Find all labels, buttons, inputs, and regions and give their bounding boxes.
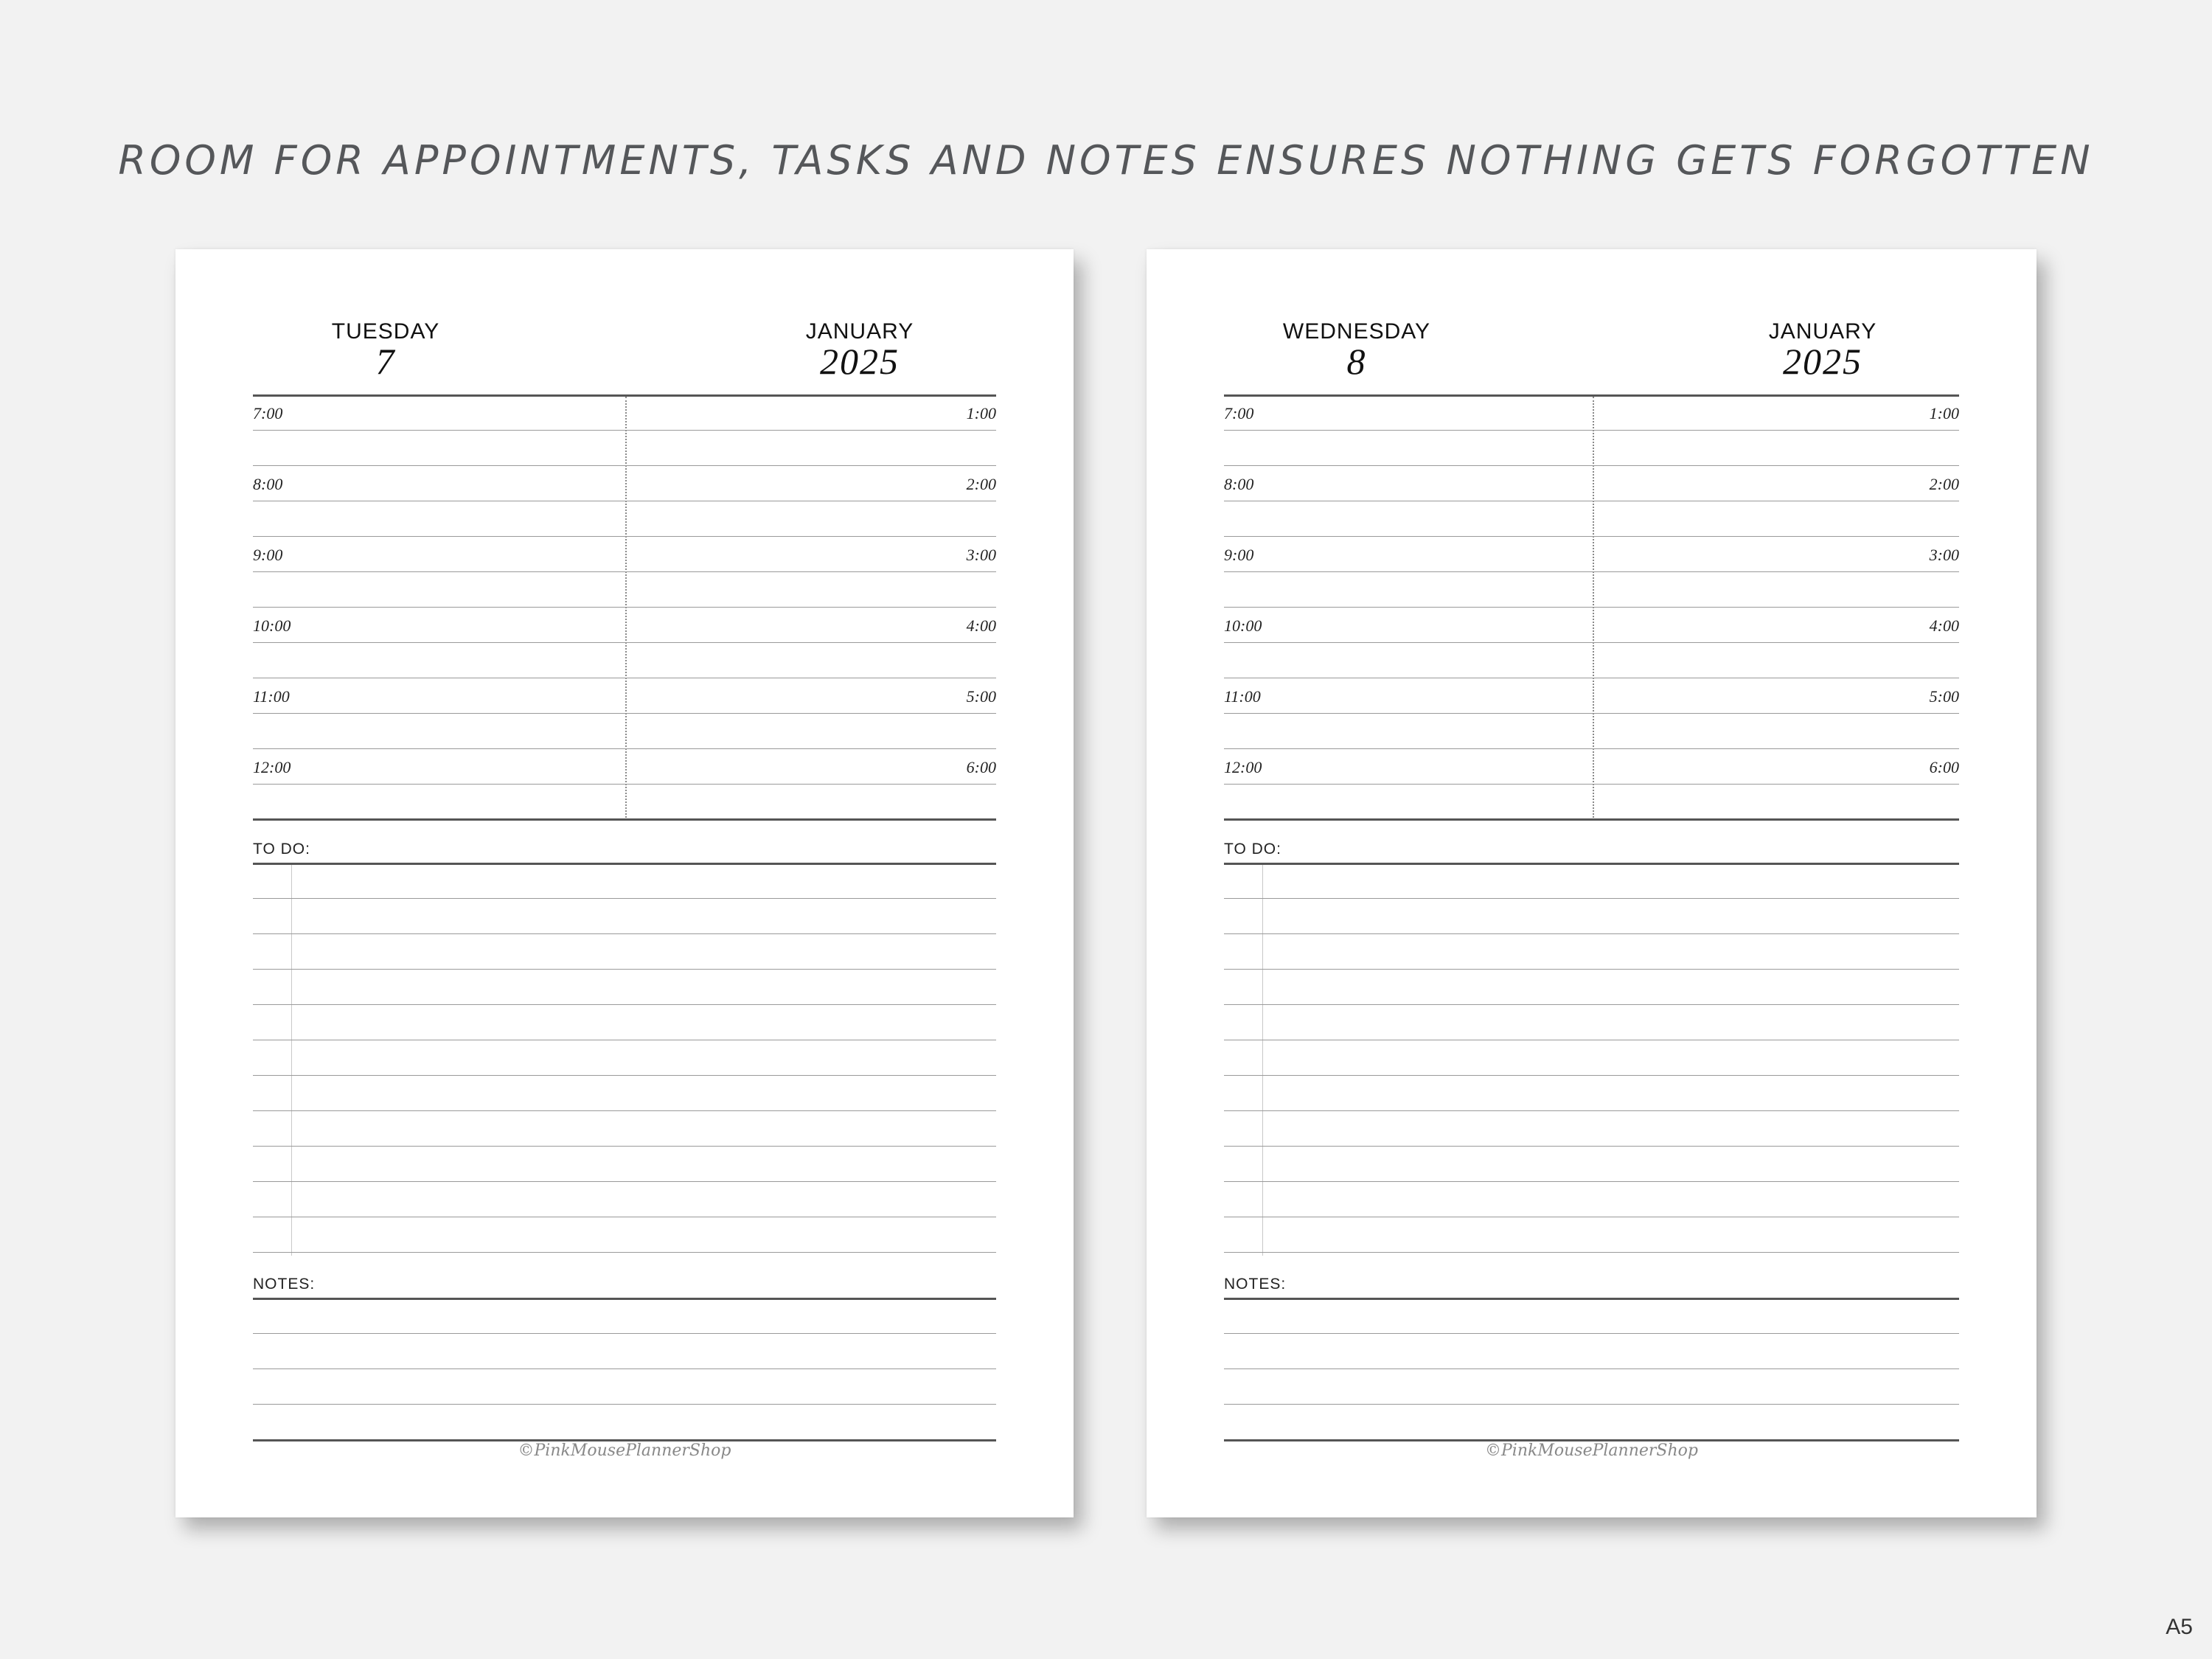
time-label-left: 10:00 [1224,616,1262,635]
schedule-bottom-rule [1224,818,1959,821]
todo-line [1224,933,1959,934]
schedule-line [1224,430,1959,431]
day-name: TUESDAY [331,319,440,344]
time-label-right: 4:00 [966,616,996,635]
planner-page-tuesday [175,249,1074,1517]
time-label-left: 8:00 [253,475,283,493]
schedule-line [253,571,996,572]
schedule-line [1224,571,1959,572]
day-name: WEDNESDAY [1282,319,1431,344]
schedule-line [253,607,996,608]
schedule-line [1224,784,1959,785]
schedule-line [253,430,996,431]
todo-top-rule [253,863,996,865]
month-name: JANUARY [1768,319,1877,344]
time-label-right: 3:00 [966,546,996,564]
todo-line [1224,969,1959,970]
day-header [290,319,481,382]
todo-line [253,969,996,970]
shop-signature: ©PinkMousePlannerShop [1485,1441,1698,1460]
schedule-divider [625,397,627,821]
notes-label: NOTES: [253,1276,316,1293]
schedule-line [253,465,996,466]
headline: ROOM FOR APPOINTMENTS, TASKS AND NOTES ENSURES NOTHING GETS FORGOTTEN [118,137,2094,184]
page-content [253,249,996,1517]
todo-line [1224,1252,1959,1253]
time-label-right: 6:00 [1929,758,1959,776]
schedule-line [1224,465,1959,466]
notes-bottom-rule [1224,1439,1959,1441]
todo-line [253,898,996,899]
schedule-top-rule [253,394,996,397]
schedule-line [1224,536,1959,537]
time-label-left: 12:00 [253,758,291,776]
todo-checkbox-margin [1262,865,1263,1256]
time-label-right: 6:00 [966,758,996,776]
notes-line [253,1368,996,1369]
time-label-left: 9:00 [253,546,283,564]
schedule-line [1224,607,1959,608]
time-label-left: 8:00 [1224,475,1254,493]
time-label-left: 9:00 [1224,546,1254,564]
todo-label: TO DO: [1224,841,1281,858]
schedule-line [1224,713,1959,714]
notes-bottom-rule [253,1439,996,1441]
shop-signature: ©PinkMousePlannerShop [518,1441,731,1460]
todo-line [1224,1075,1959,1076]
todo-line [1224,898,1959,899]
time-label-left: 10:00 [253,616,291,635]
notes-top-rule [1224,1298,1959,1300]
todo-line [253,1146,996,1147]
time-label-right: 2:00 [966,475,996,493]
todo-label: TO DO: [253,841,310,858]
page-content [1224,249,1959,1517]
todo-line [253,933,996,934]
time-label-left: 11:00 [253,687,290,706]
schedule-line [253,784,996,785]
month-name: JANUARY [805,319,914,344]
notes-line [1224,1368,1959,1369]
time-label-right: 3:00 [1929,546,1959,564]
todo-top-rule [1224,863,1959,865]
day-number: 8 [1346,341,1367,382]
notes-line [253,1404,996,1405]
schedule-line [253,713,996,714]
time-label-right: 1:00 [966,404,996,422]
todo-line [1224,1146,1959,1147]
time-label-right: 4:00 [1929,616,1959,635]
todo-line [253,1252,996,1253]
time-label-right: 2:00 [1929,475,1959,493]
time-label-right: 5:00 [1929,687,1959,706]
notes-line [253,1333,996,1334]
year-number: 2025 [820,341,900,382]
size-code: A5 [2166,1615,2193,1639]
time-label-left: 12:00 [1224,758,1262,776]
notes-line [1224,1404,1959,1405]
planner-page-wednesday [1147,249,2037,1517]
todo-line [1224,1004,1959,1005]
todo-line [253,1110,996,1111]
time-label-right: 1:00 [1929,404,1959,422]
month-header [1727,319,1919,382]
time-label-left: 11:00 [1224,687,1261,706]
schedule-line [253,748,996,749]
todo-line [1224,1181,1959,1182]
schedule-line [1224,748,1959,749]
time-label-left: 7:00 [253,404,283,422]
todo-line [253,1181,996,1182]
year-number: 2025 [1783,341,1863,382]
notes-label: NOTES: [1224,1276,1287,1293]
time-label-right: 5:00 [966,687,996,706]
notes-top-rule [253,1298,996,1300]
day-header [1261,319,1453,382]
todo-line [1224,1110,1959,1111]
schedule-top-rule [1224,394,1959,397]
todo-checkbox-margin [291,865,292,1256]
notes-line [1224,1333,1959,1334]
schedule-line [1224,642,1959,643]
schedule-bottom-rule [253,818,996,821]
schedule-line [253,536,996,537]
day-number: 7 [375,341,396,382]
schedule-divider [1593,397,1594,821]
time-label-left: 7:00 [1224,404,1254,422]
month-header [764,319,956,382]
todo-line [253,1075,996,1076]
todo-line [253,1004,996,1005]
schedule-line [253,642,996,643]
